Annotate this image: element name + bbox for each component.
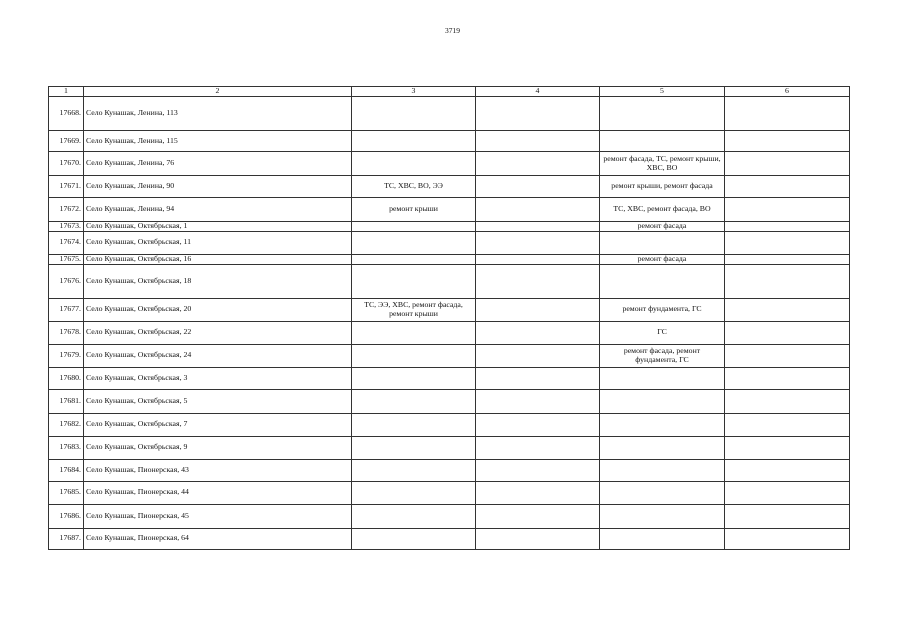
works-column-5-cell [600,231,725,254]
row-number: 17680. [49,367,84,389]
address-cell: Село Кунашак, Октябрьская, 20 [84,298,352,321]
works-column-5-cell [600,436,725,459]
works-column-3-cell: ТС, ЭЭ, ХВС, ремонт фасада, ремонт крыши [352,298,476,321]
address-cell: Село Кунашак, Октябрьская, 7 [84,413,352,436]
works-column-4-cell [476,131,600,152]
row-number: 17673. [49,222,84,232]
row-number: 17686. [49,504,84,528]
row-number: 17687. [49,528,84,549]
works-column-4-cell [476,254,600,264]
works-column-4-cell [476,176,600,198]
works-column-6-cell [725,367,850,389]
works-column-3-cell [352,344,476,367]
works-column-5-cell: ремонт фасада, ремонт фундамента, ГС [600,344,725,367]
works-column-5-cell [600,264,725,298]
works-column-4-cell [476,528,600,549]
works-column-3-cell: ремонт крыши [352,198,476,222]
works-column-4-cell [476,459,600,481]
works-column-4-cell [476,481,600,504]
address-cell: Село Кунашак, Пионерская, 45 [84,504,352,528]
page-number: 3719 [445,26,460,35]
works-column-4-cell [476,413,600,436]
row-number: 17670. [49,152,84,176]
works-column-6-cell [725,528,850,549]
table-row [49,459,850,481]
works-column-6-cell [725,389,850,413]
table-row [49,436,850,459]
works-column-4-cell [476,344,600,367]
table-row [49,321,850,344]
column-header: 1 [49,87,84,97]
works-column-3-cell [352,321,476,344]
works-column-6-cell [725,321,850,344]
works-column-4-cell [476,152,600,176]
works-column-5-cell: ремонт фасада [600,222,725,232]
table-row [49,131,850,152]
table-row [49,222,850,232]
works-column-3-cell [352,152,476,176]
works-column-3-cell [352,131,476,152]
column-header: 5 [600,87,725,97]
row-number: 17674. [49,231,84,254]
works-column-5-cell [600,481,725,504]
works-column-6-cell [725,344,850,367]
works-column-4-cell [476,321,600,344]
address-cell: Село Кунашак, Октябрьская, 22 [84,321,352,344]
works-column-4-cell [476,504,600,528]
table-row [49,198,850,222]
works-column-4-cell [476,367,600,389]
row-number: 17669. [49,131,84,152]
works-column-6-cell [725,254,850,264]
table-row [49,481,850,504]
works-column-5-cell [600,459,725,481]
column-header: 2 [84,87,352,97]
table-row [49,528,850,549]
row-number: 17676. [49,264,84,298]
works-column-4-cell [476,389,600,413]
works-column-6-cell [725,198,850,222]
works-column-3-cell [352,504,476,528]
table-row [49,254,850,264]
works-column-6-cell [725,413,850,436]
works-column-3-cell [352,264,476,298]
works-column-3-cell [352,222,476,232]
address-cell: Село Кунашак, Пионерская, 43 [84,459,352,481]
works-column-5-cell [600,413,725,436]
header-row [49,87,850,97]
address-cell: Село Кунашак, Ленина, 76 [84,152,352,176]
works-column-6-cell [725,264,850,298]
works-column-6-cell [725,481,850,504]
address-cell: Село Кунашак, Октябрьская, 24 [84,344,352,367]
works-column-5-cell: ремонт крыши, ремонт фасада [600,176,725,198]
row-number: 17678. [49,321,84,344]
address-cell: Село Кунашак, Октябрьская, 5 [84,389,352,413]
address-cell: Село Кунашак, Ленина, 115 [84,131,352,152]
address-cell: Село Кунашак, Октябрьская, 18 [84,264,352,298]
works-column-3-cell [352,231,476,254]
works-column-3-cell [352,528,476,549]
works-column-6-cell [725,97,850,131]
row-number: 17681. [49,389,84,413]
works-column-5-cell [600,389,725,413]
works-column-3-cell [352,481,476,504]
works-column-5-cell: ремонт фундамента, ГС [600,298,725,321]
row-number: 17677. [49,298,84,321]
works-column-3-cell: ТС, ХВС, ВО, ЭЭ [352,176,476,198]
row-number: 17668. [49,97,84,131]
table-row [49,176,850,198]
works-column-5-cell: ТС, ХВС, ремонт фасада, ВО [600,198,725,222]
works-column-6-cell [725,222,850,232]
table-row [49,231,850,254]
works-column-5-cell [600,504,725,528]
works-column-6-cell [725,459,850,481]
works-column-6-cell [725,152,850,176]
works-column-3-cell [352,436,476,459]
works-column-5-cell [600,97,725,131]
address-cell: Село Кунашак, Октябрьская, 9 [84,436,352,459]
row-number: 17671. [49,176,84,198]
works-column-6-cell [725,436,850,459]
table-row [49,344,850,367]
works-column-4-cell [476,298,600,321]
works-column-5-cell: ремонт фасада [600,254,725,264]
address-cell: Село Кунашак, Пионерская, 64 [84,528,352,549]
works-column-3-cell [352,97,476,131]
works-column-3-cell [352,459,476,481]
row-number: 17679. [49,344,84,367]
works-column-3-cell [352,413,476,436]
table-row [49,413,850,436]
address-cell: Село Кунашак, Ленина, 90 [84,176,352,198]
row-number: 17685. [49,481,84,504]
table-row [49,504,850,528]
works-column-6-cell [725,504,850,528]
row-number: 17682. [49,413,84,436]
address-cell: Село Кунашак, Ленина, 113 [84,97,352,131]
works-column-3-cell [352,254,476,264]
address-cell: Село Кунашак, Октябрьская, 3 [84,367,352,389]
works-column-3-cell [352,389,476,413]
table-row [49,389,850,413]
table-row [49,264,850,298]
works-column-5-cell [600,131,725,152]
column-header: 4 [476,87,600,97]
table-row [49,97,850,131]
table-row [49,367,850,389]
works-column-6-cell [725,176,850,198]
column-header: 6 [725,87,850,97]
address-cell: Село Кунашак, Октябрьская, 16 [84,254,352,264]
row-number: 17683. [49,436,84,459]
table-row [49,152,850,176]
works-column-4-cell [476,264,600,298]
works-column-5-cell: ремонт фасада, ТС, ремонт крыши, ХВС, ВО [600,152,725,176]
address-cell: Село Кунашак, Ленина, 94 [84,198,352,222]
works-column-5-cell [600,528,725,549]
row-number: 17675. [49,254,84,264]
works-column-4-cell [476,198,600,222]
works-column-4-cell [476,222,600,232]
works-column-6-cell [725,131,850,152]
works-column-3-cell [352,367,476,389]
works-column-4-cell [476,231,600,254]
row-number: 17684. [49,459,84,481]
works-column-5-cell [600,367,725,389]
works-column-6-cell [725,298,850,321]
address-cell: Село Кунашак, Октябрьская, 1 [84,222,352,232]
table-row [49,298,850,321]
works-column-4-cell [476,436,600,459]
repair-register-table [48,86,850,550]
works-column-5-cell: ГС [600,321,725,344]
address-cell: Село Кунашак, Пионерская, 44 [84,481,352,504]
address-cell: Село Кунашак, Октябрьская, 11 [84,231,352,254]
column-header: 3 [352,87,476,97]
works-column-4-cell [476,97,600,131]
row-number: 17672. [49,198,84,222]
works-column-6-cell [725,231,850,254]
